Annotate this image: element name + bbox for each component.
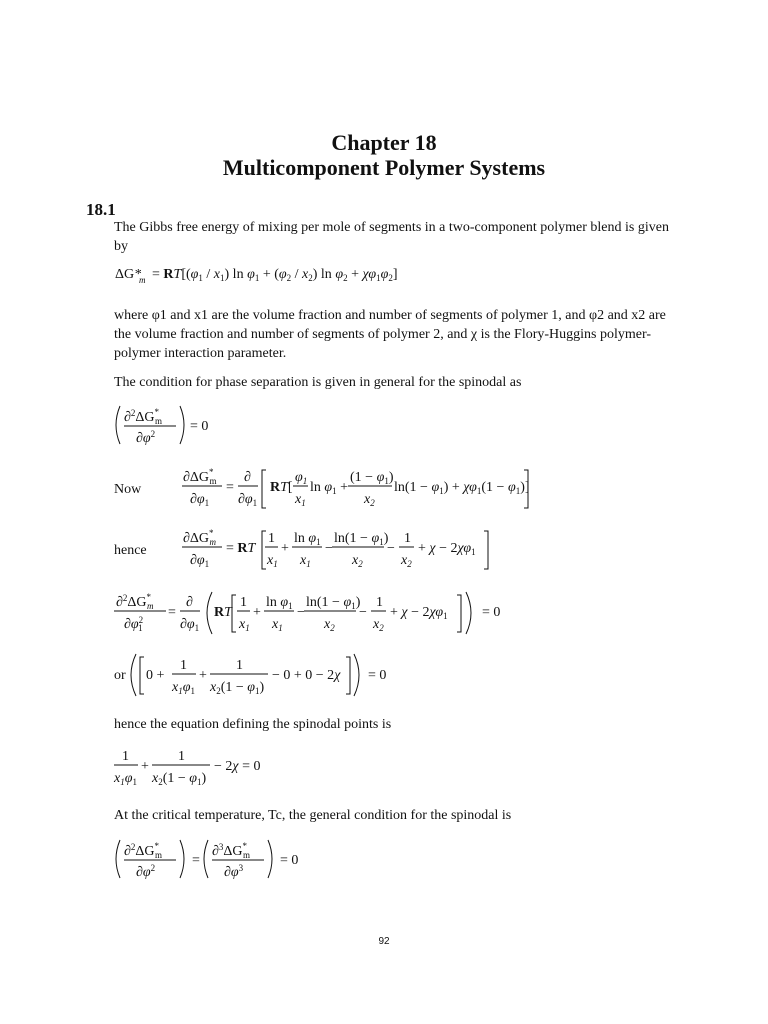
- paragraph-where: where φ1 and x1 are the volume fraction and number of segments of polymer 1, and φ2 and x2 are the volume fraction and number of segments of polymer 2, and χ is the Flory-Huggins polymer-polymer interaction parameter.: [114, 308, 666, 361]
- svg-text:1: 1: [236, 658, 243, 673]
- svg-text:x1: $x_1$: [272, 617, 283, 633]
- svg-text:1: 1: [404, 531, 411, 546]
- svg-text:+: +: [281, 541, 289, 556]
- svg-text:x2: $x_2$: [352, 553, 363, 569]
- svg-text:−: −: [297, 605, 305, 620]
- svg-text:∂φ2: $\partial\varphi^2$: [136, 429, 156, 446]
- svg-text:φ1: $\varphi_1$: [295, 470, 308, 486]
- svg-text:x1: $x_1$: [295, 492, 306, 508]
- svg-text:x2: $x_2$: [373, 617, 384, 633]
- svg-text:x1: $x_1$: [267, 553, 278, 569]
- svg-text:= RT: = RT: [226, 541, 256, 556]
- svg-text:∂ΔG*m: ∂ΔG* m: [183, 467, 217, 486]
- svg-text:∂φ3: $\partial\varphi^3$: [224, 863, 244, 880]
- label-or: or: [114, 668, 126, 683]
- svg-text:∂φ1: $\partial\varphi_1$: [238, 492, 258, 508]
- svg-text:∂2ΔG*m: ∂$^2$ΔG* m: [124, 841, 163, 860]
- svg-text:RT[: RT[: [270, 480, 293, 495]
- svg-text:∂φ2: $\partial\varphi^2$: [136, 863, 156, 880]
- svg-text:ΔG*: ΔG*: [115, 267, 142, 282]
- svg-text:−: −: [325, 541, 333, 556]
- equation-hence: [182, 528, 488, 569]
- svg-text:RT: RT: [214, 605, 232, 620]
- svg-text:x2: $x_2$: [324, 617, 335, 633]
- svg-text:=: =: [226, 480, 234, 495]
- svg-text:∂φ1: $\partial\varphi_1$: [190, 492, 210, 508]
- svg-text:x2(1 − φ1): $x_2(1 - \varphi_1)$: [210, 680, 265, 696]
- label-hence: hence: [114, 543, 147, 558]
- equation-spinodal-general: [116, 406, 208, 446]
- svg-text:∂2ΔG*m: ∂$^2$ΔG* m: [116, 592, 154, 611]
- svg-text:∂φ1: $\partial\varphi_1$: [190, 553, 210, 569]
- svg-text:0 +: 0 +: [146, 668, 165, 683]
- svg-text:− 2χ = 0: − 2χ = 0: [214, 759, 261, 774]
- label-now: Now: [114, 482, 142, 497]
- svg-text:1: 1: [376, 595, 383, 610]
- svg-text:1: 1: [178, 749, 185, 764]
- svg-text:ln φ1: $\ln \varphi_1$: [294, 531, 321, 547]
- svg-text:x1φ1: $x_1\varphi_1$: [172, 680, 195, 696]
- svg-text:= 0: = 0: [280, 853, 299, 868]
- equation-or: [131, 654, 386, 696]
- svg-text:x2: $x_2$: [401, 553, 412, 569]
- svg-text:+ χ − 2χφ1: + $\chi - 2\chi\varphi_1$: [418, 541, 476, 557]
- svg-text:1: 1: [240, 595, 247, 610]
- paragraph-spinodal-points: hence the equation defining the spinodal points is: [114, 717, 392, 732]
- svg-text:x1: $x_1$: [239, 617, 250, 633]
- svg-text:= 0: = 0: [482, 605, 501, 620]
- svg-text:∂: ∂: [186, 595, 193, 610]
- svg-text:=: =: [168, 605, 176, 620]
- svg-text:1: 1: [268, 531, 275, 546]
- section-heading: 18.1: [86, 200, 116, 219]
- chapter-number: Chapter 18: [331, 130, 437, 155]
- svg-text:+ χ − 2χφ1: + $\chi - 2\chi\varphi_1$: [390, 605, 448, 621]
- svg-text:−: −: [387, 541, 395, 556]
- svg-text:(1 − φ1): $(1 - \varphi_1)$: [350, 470, 394, 486]
- svg-text:m: m: [139, 275, 146, 285]
- svg-text:ln(1 − φ1): $\ln(1 - \varphi_1)$: [334, 531, 389, 547]
- paragraph-spinodal: The condition for phase separation is given in general for the spinodal as: [114, 375, 522, 390]
- svg-text:1: 1: [122, 749, 129, 764]
- svg-text:x1φ1: $x_1\varphi_1$: [114, 771, 137, 787]
- paragraph-critical: At the critical temperature, Tc, the general condition for the spinodal is: [114, 808, 512, 823]
- equation-spinodal-points: [113, 749, 260, 787]
- svg-text:∂φ1: $\partial\varphi_1$: [180, 617, 200, 633]
- svg-text:= 0: = 0: [190, 419, 209, 434]
- svg-text:∂3ΔG*m: ∂$^3$ΔG* m: [212, 841, 251, 860]
- svg-text:∂ΔG*m: ∂ΔG* m: [183, 528, 217, 547]
- svg-text:=: =: [192, 853, 200, 868]
- svg-text:∂2ΔG*m: ∂$^2$ΔG* m: [124, 407, 163, 426]
- paragraph-intro: The Gibbs free energy of mixing per mole of segments in a two-component polymer blend is given by: [114, 220, 669, 254]
- svg-text:= RT[(φ1 / x1) ln φ1 + (φ2 / x: = $RT[(\varphi_1 / x_1)$ $\ln \varphi_1 + (\varphi_2 / x_2)$ $\ln \varphi_2 + \chi\varphi_1\varphi_2$]: [152, 267, 398, 283]
- equation-now: [182, 467, 530, 508]
- svg-text:x2: $x_2$: [364, 492, 375, 508]
- svg-text:= 0: = 0: [368, 668, 387, 683]
- svg-text:− 0 + 0 − 2χ: − 0 + 0 − 2χ: [272, 668, 341, 683]
- page-number: 92: [378, 936, 390, 947]
- svg-text:1: 1: [180, 658, 187, 673]
- svg-text:ln(1 − φ1) + χφ1(1 − φ1)]: $\ln(1 - \varphi_1) + \chi\varphi_1(1 - \varphi_1)$]: [394, 480, 530, 496]
- svg-text:ln φ1 +: $\ln \varphi_1$ +: [310, 480, 349, 496]
- svg-text:+: +: [141, 759, 149, 774]
- svg-text:∂: ∂: [244, 470, 251, 485]
- svg-text:+: +: [253, 605, 261, 620]
- svg-text:ln(1 − φ1): $\ln(1 - \varphi_1)$: [306, 595, 361, 611]
- svg-text:ln φ1: $\ln \varphi_1$: [266, 595, 293, 611]
- svg-text:∂φ21: $\partial\varphi^2$ 1: [124, 615, 144, 633]
- svg-text:x1: $x_1$: [300, 553, 311, 569]
- svg-text:−: −: [359, 605, 367, 620]
- equation-second-derivative: [114, 592, 500, 634]
- equation-gibbs: [115, 267, 398, 285]
- chapter-title: Multicomponent Polymer Systems: [222, 155, 546, 180]
- svg-text:+: +: [199, 668, 207, 683]
- svg-text:x2(1 − φ1): $x_2(1 - \varphi_1)$: [152, 771, 207, 787]
- equation-critical: [116, 840, 298, 880]
